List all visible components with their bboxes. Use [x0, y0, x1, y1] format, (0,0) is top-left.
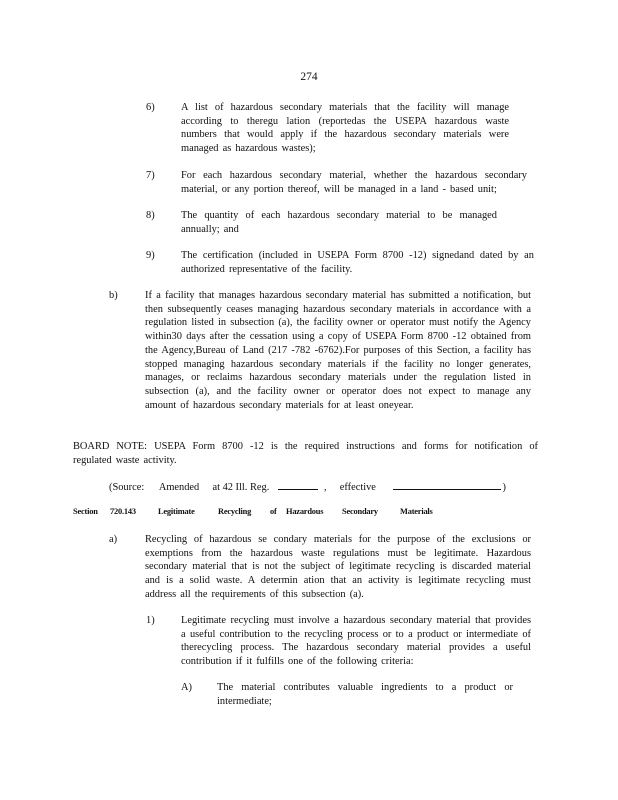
item-1-text: Legitimate recycling must involve a hazardous secondary material that provides a useful contribution to the recycling process or to a product or intermediate of therecycling process. The hazardous secondary material provides a useful contribution if it fulfills one of the following criteria:	[181, 615, 531, 668]
reg-blank	[278, 480, 318, 490]
item-7-text: For each hazardous secondary material, whether the hazardous secondary material, or any portion thereof, will be managed in a land - based unit;	[181, 170, 527, 195]
source-effective: effective	[339, 482, 376, 493]
section-title-word-4: Hazardous	[286, 507, 324, 516]
section-title-word-1: Legitimate	[158, 507, 195, 516]
source-line	[109, 480, 529, 495]
item-7-marker: 7)	[146, 170, 155, 181]
item-6-text: A list of hazardous secondary materials that the facility will manage according to theregu lation (reportedas the USEPA hazardous waste numbers that would apply if the hazardous secondary materials were managed as hazardous wastes);	[181, 102, 509, 155]
board-note: BOARD NOTE: USEPA Form 8700 -12 is the required instructions and forms for notification of regulated waste activity.	[73, 441, 538, 466]
section-word: Section	[73, 507, 98, 516]
section-title-word-2: Recycling	[218, 507, 252, 516]
source-close: )	[502, 482, 506, 493]
section-title-word-3: of	[270, 507, 277, 516]
page-number: 274	[300, 71, 318, 83]
item-A-marker: A)	[181, 682, 192, 693]
source-reg: at 42 Ill. Reg.	[212, 482, 270, 493]
section-title-word-6: Materials	[400, 507, 433, 516]
source-open: (Source:	[109, 482, 145, 493]
section-number: 720.143	[110, 507, 136, 516]
item-a-marker: a)	[109, 534, 118, 545]
item-b-text: If a facility that manages hazardous secondary material has submitted a notification, but then subsequently ceases managing hazardous secondary materials in accordance with a regulation listed in subsection (a), the facility owner or operator must notify the Agency within30 days after the cessation using a copy of USEPA Form 8700 -12 obtained from the Agency,Bureau of Land (217 -782 -6762).For purposes of this Section, a facility has stopped managing hazardous secondary materials if the facility no longer generates, manages, or reclaims hazardous secondary materials under the regulation listed in subsection (a), and the facility owner or operator does not expect to manage any amount of hazardous secondary materials for at least oneyear.	[145, 290, 531, 411]
item-A-text: The material contributes valuable ingredients to a product or intermediate;	[217, 682, 513, 707]
source-amended: Amended	[158, 482, 200, 493]
effective-blank	[393, 480, 501, 490]
item-8-text: The quantity of each hazardous secondary material to be managed annually; and	[181, 210, 497, 235]
item-a-text: Recycling of hazardous se condary materials for the purpose of the exclusions or exemptions from the hazardous waste regulations must be legitimate. Hazardous secondary material that is not the subject of legitimate recycling is discarded material and is a solid waste. A determin ation that an activity is legitimate recycling must address all the requirements of this subsection (a).	[145, 534, 531, 600]
section-title-word-5: Secondary	[342, 507, 378, 516]
item-9-marker: 9)	[146, 250, 155, 261]
item-8-marker: 8)	[146, 210, 155, 221]
item-b-marker: b)	[109, 290, 118, 301]
section-heading	[0, 507, 618, 521]
item-6-marker: 6)	[146, 102, 155, 113]
item-1-marker: 1)	[146, 615, 155, 626]
item-9-text: The certification (included in USEPA Form 8700 -12) signedand dated by an authorized representative of the facility.	[181, 250, 534, 275]
source-comma: ,	[323, 482, 327, 493]
